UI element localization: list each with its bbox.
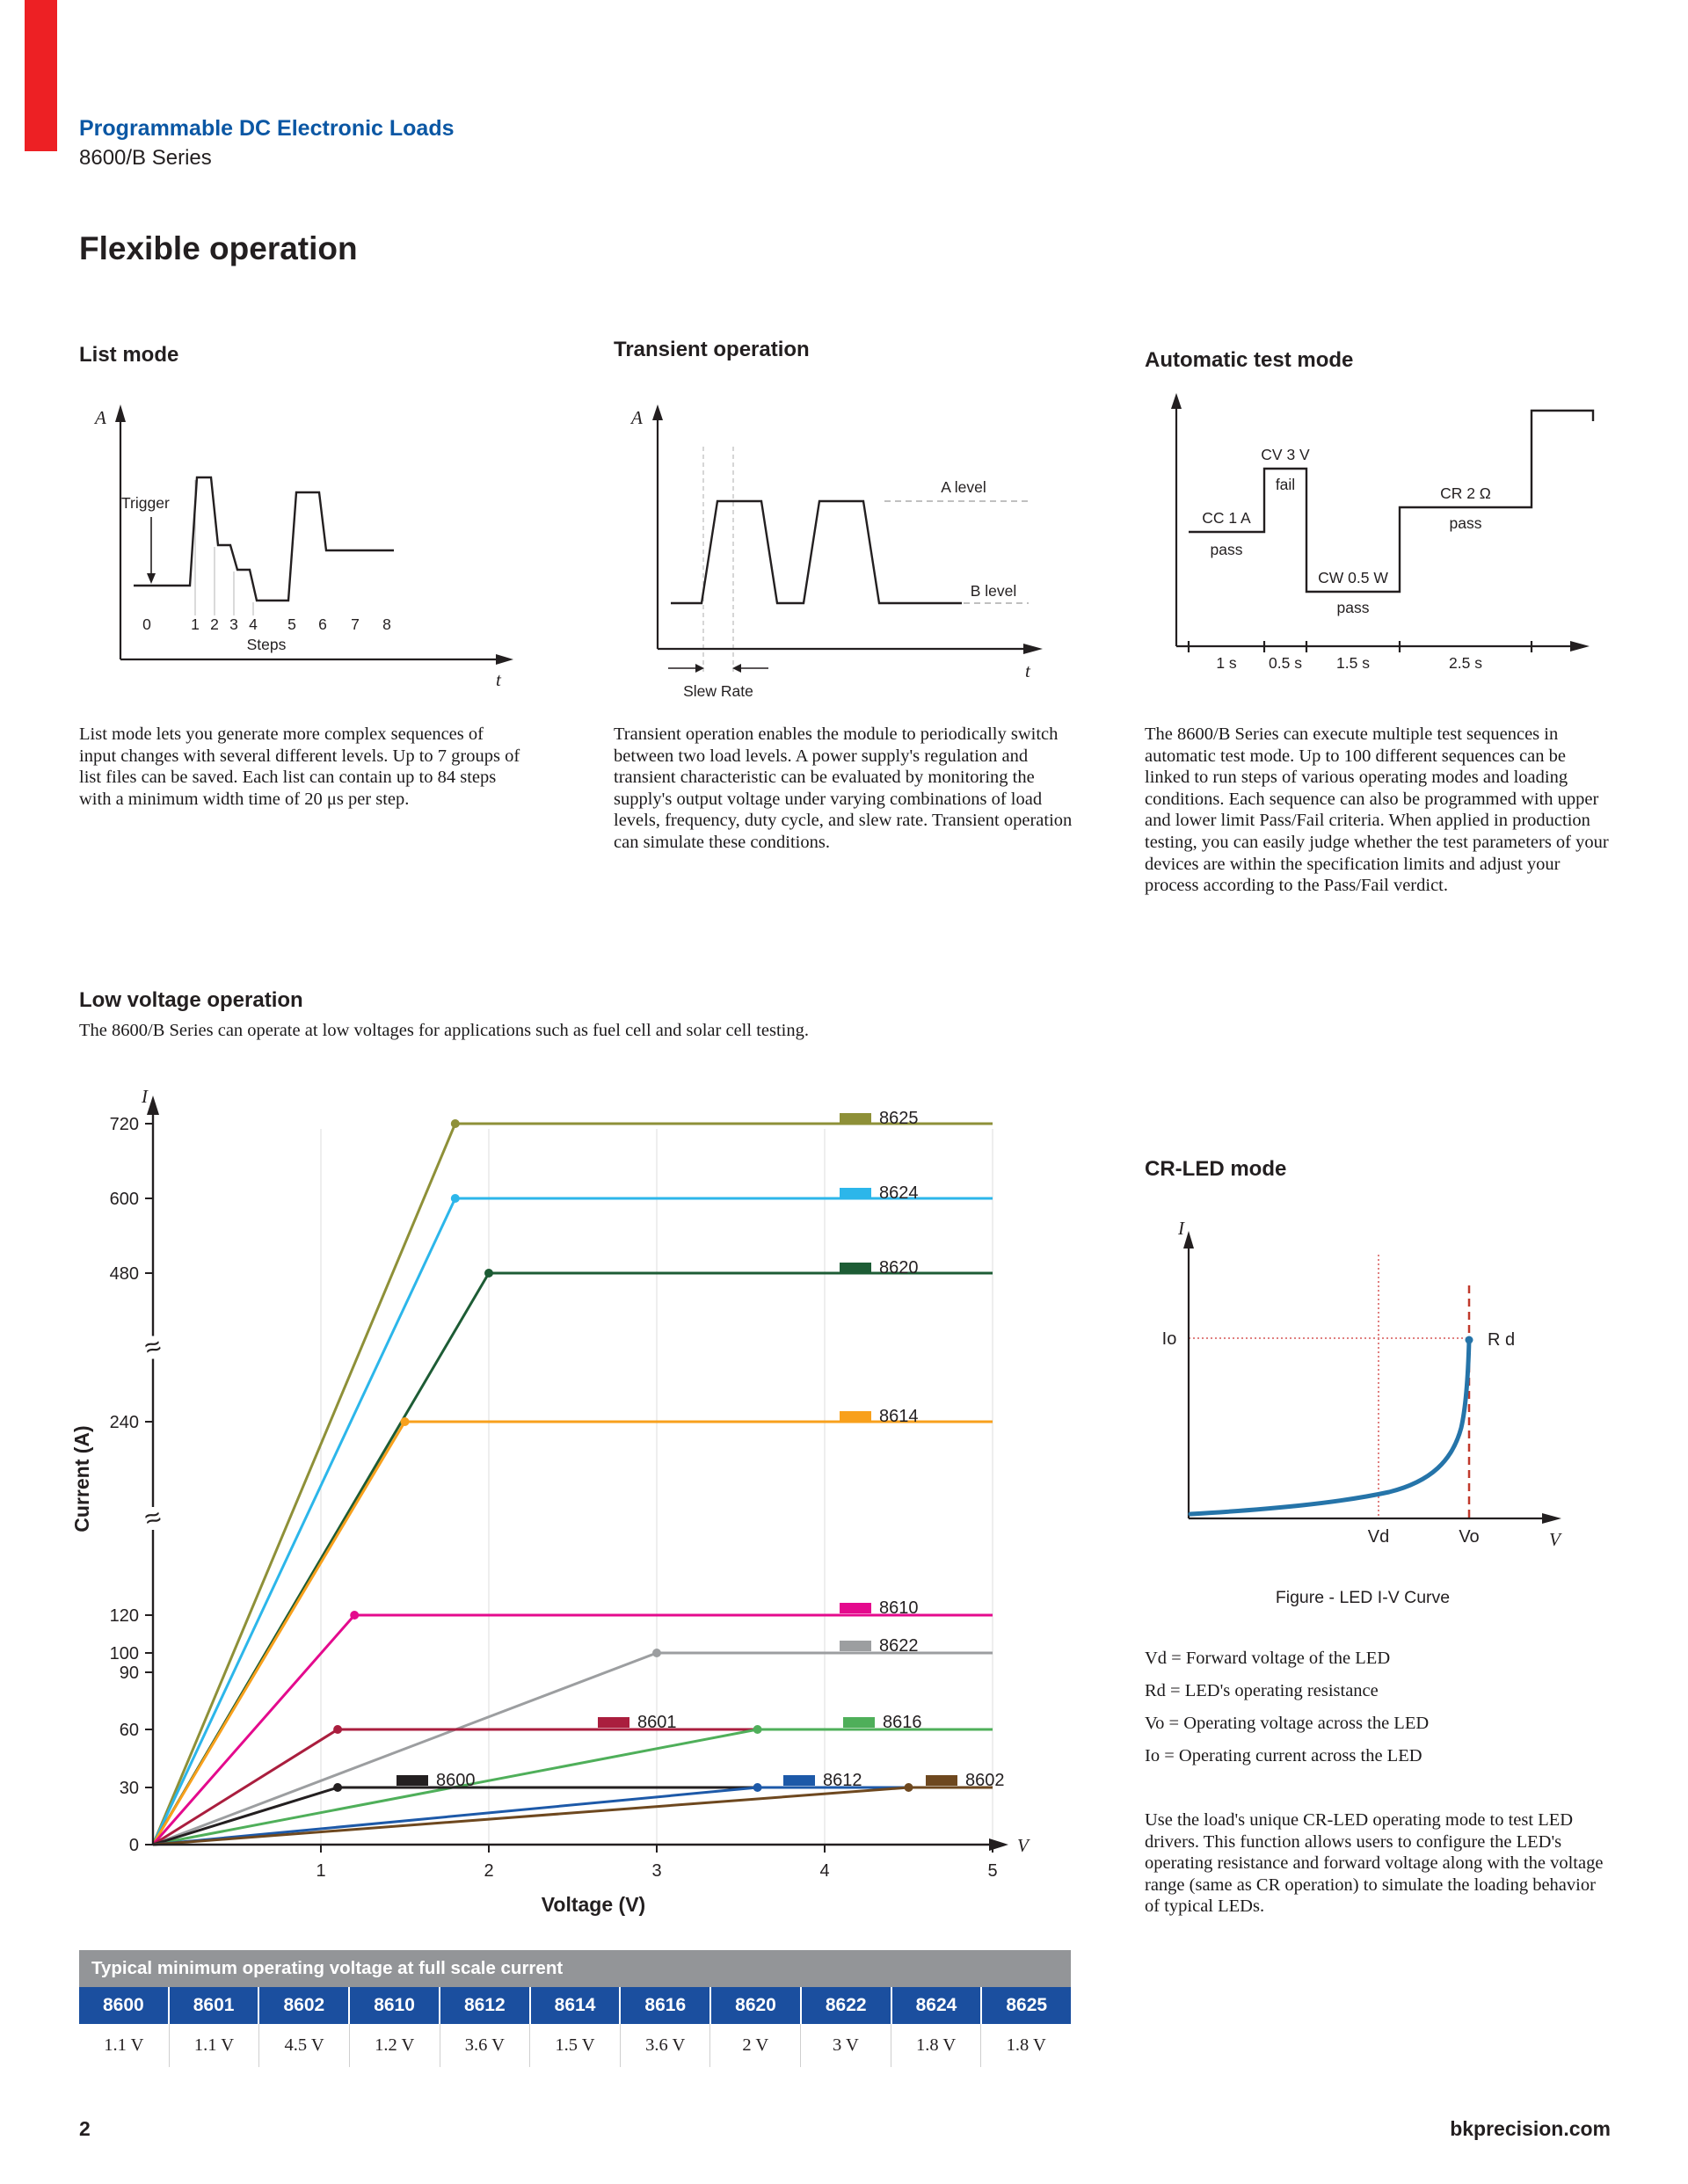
- chart-x-axis-title: Voltage (V): [541, 1893, 646, 1916]
- legend-swatch-8622: [840, 1641, 871, 1651]
- auto-test-body: The 8600/B Series can execute multiple test sequences in automatic test mode. Up to 100 different sequences can be linked to run steps of various operating modes and loading conditions. Each sequence can also be programmed with upper and lower limit Pass/Fail criteria. When applied in production testing, you can easily judge whether the test parameters of your devices are within the specification limits and adjust your process according to the Pass/Fail verdict.: [1145, 724, 1609, 896]
- table-value-cell: 2 V: [710, 2024, 801, 2067]
- legend-label-8622: 8622: [879, 1636, 919, 1656]
- series-line-8620: [153, 1273, 993, 1845]
- legend-label-8602: 8602: [965, 1771, 1005, 1790]
- trigger-label: Trigger: [121, 494, 170, 512]
- led-x-axis-arrow: [1542, 1513, 1561, 1524]
- heading-list-mode: List mode: [79, 343, 179, 367]
- heading-transient: Transient operation: [614, 338, 810, 361]
- table-value-cell: 1.5 V: [530, 2024, 621, 2067]
- step-tick-6: 6: [318, 615, 327, 633]
- chart-x-tick-label: 1: [316, 1861, 326, 1881]
- series-knee-dot-8601: [333, 1725, 342, 1734]
- legend-label-8600: 8600: [436, 1771, 476, 1790]
- legend-swatch-8612: [783, 1775, 815, 1786]
- transient-x-axis-arrow: [1023, 644, 1043, 654]
- table-model-row: [79, 1987, 1071, 2024]
- transient-y-axis-letter: A: [631, 407, 643, 428]
- chart-y-axis-end-letter: I: [142, 1086, 148, 1107]
- steps-label: Steps: [246, 636, 287, 653]
- transient-waveform: [671, 501, 962, 603]
- auto-y-axis-arrow: [1171, 393, 1182, 409]
- chart-y-tick-label: 100: [109, 1644, 139, 1663]
- table-model-cell: 8616: [621, 1987, 711, 2024]
- chart-y-tick-label: 60: [119, 1721, 139, 1740]
- chart-x-tick-label: 2: [484, 1861, 494, 1881]
- chart-y-tick-label: 480: [109, 1264, 139, 1284]
- led-y-axis-arrow: [1183, 1231, 1194, 1249]
- list-x-axis-letter: t: [496, 669, 501, 690]
- brand-header: [79, 116, 455, 171]
- a-level-label: A level: [941, 478, 986, 496]
- segment-3-duration-label: 1.5 s: [1336, 654, 1370, 672]
- heading-low-voltage: Low voltage operation: [79, 988, 303, 1012]
- segment-2-duration-label: 0.5 s: [1269, 654, 1302, 672]
- list-y-axis-letter: A: [95, 407, 106, 428]
- table-model-cell: 8624: [892, 1987, 983, 2024]
- legend-swatch-8616: [843, 1717, 875, 1728]
- table-value-cell: 4.5 V: [259, 2024, 350, 2067]
- low-voltage-body: The 8600/B Series can operate at low voltages for applications such as fuel cell and solar cell testing.: [79, 1021, 809, 1040]
- legend-swatch-8610: [840, 1603, 871, 1613]
- series-line-8614: [153, 1422, 993, 1845]
- chart-y-tick-label: 30: [119, 1779, 139, 1798]
- segment-1-duration-label: 1 s: [1216, 654, 1237, 672]
- table-value-cell: 3.6 V: [621, 2024, 711, 2067]
- led-x-axis-letter: V: [1549, 1529, 1561, 1550]
- legend-swatch-8625: [840, 1113, 871, 1124]
- table-value-cell: 3.6 V: [440, 2024, 531, 2067]
- table-model-cell: 8612: [440, 1987, 531, 2024]
- series-knee-dot-8622: [652, 1649, 661, 1657]
- legend-swatch-8614: [840, 1411, 871, 1422]
- chart-y-tick-label: 90: [119, 1663, 139, 1683]
- led-definition-line: Rd = LED's operating resistance: [1145, 1681, 1379, 1700]
- chart-x-tick-label: 3: [651, 1861, 662, 1881]
- legend-swatch-8624: [840, 1188, 871, 1198]
- table-model-cell: 8600: [79, 1987, 170, 2024]
- series-knee-dot-8616: [753, 1725, 762, 1734]
- legend-label-8614: 8614: [879, 1407, 919, 1426]
- heading-cr-led: CR-LED mode: [1145, 1157, 1287, 1181]
- chart-y-tick-label: 240: [109, 1413, 139, 1432]
- chart-x-axis-end-letter: V: [1017, 1835, 1029, 1856]
- legend-label-8610: 8610: [879, 1598, 919, 1618]
- series-line-8622: [153, 1653, 993, 1845]
- transient-x-axis-letter: t: [1025, 660, 1030, 681]
- auto-test-diagram: [1143, 391, 1600, 686]
- chart-y-tick-label: 120: [109, 1606, 139, 1626]
- table-value-row: [79, 2024, 1071, 2067]
- brand-product-line: Programmable DC Electronic Loads: [79, 116, 455, 141]
- segment-1-mode-label: CC 1 A: [1202, 509, 1251, 527]
- led-y-axis-letter: I: [1178, 1218, 1184, 1239]
- step-tick-3: 3: [229, 615, 238, 633]
- step-tick-8: 8: [382, 615, 391, 633]
- segment-3-verdict-label: pass: [1336, 599, 1370, 616]
- legend-label-8624: 8624: [879, 1183, 919, 1203]
- chart-y-axis-title: Current (A): [70, 1425, 93, 1532]
- legend-label-8612: 8612: [823, 1771, 862, 1790]
- led-definition-line: Vo = Operating voltage across the LED: [1145, 1714, 1430, 1733]
- series-line-8624: [153, 1198, 993, 1845]
- transient-body: Transient operation enables the module to periodically switch between two load levels. A power supply's regulation and transient characteristic can be evaluated by monitoring the supply's output voltage under varying combinations of load levels, frequency, duty cycle, and slew rate. Transient operation can simulate these conditions.: [614, 724, 1073, 852]
- led-operating-point: [1466, 1336, 1473, 1344]
- table-value-cell: 1.8 V: [1006, 2035, 1046, 2055]
- slew-rate-label: Slew Rate: [683, 682, 753, 700]
- table-model-cell: 8625: [1006, 1995, 1048, 2015]
- cr-led-body: Use the load's unique CR-LED operating mode to test LED drivers. This function allows users to configure the LED's operating resistance and forward voltage along with the voltage range (same as CR operation) to simulate the loading behavior of typical LEDs.: [1145, 1810, 1604, 1917]
- chart-y-tick-label: 720: [109, 1115, 139, 1134]
- segment-1-verdict-label: pass: [1210, 541, 1243, 558]
- red-corner-accent: [25, 0, 57, 151]
- table-title: Typical minimum operating voltage at full scale current: [79, 1950, 1071, 1987]
- chart-x-tick-label: 5: [987, 1861, 998, 1881]
- step-tick-0: 0: [142, 615, 151, 633]
- series-knee-dot-8610: [350, 1611, 359, 1620]
- trigger-arrow-head: [147, 573, 156, 584]
- series-knee-dot-8624: [451, 1194, 460, 1203]
- table-model-cell: 8610: [350, 1987, 440, 2024]
- list-mode-diagram: [81, 394, 520, 697]
- table-model-cell: 8614: [531, 1987, 622, 2024]
- led-definition-line: Io = Operating current across the LED: [1145, 1746, 1422, 1765]
- chart-y-tick-label: 600: [109, 1190, 139, 1209]
- chart-y-axis-arrow: [147, 1096, 159, 1115]
- series-knee-dot-8625: [451, 1119, 460, 1128]
- table-value-cell: 1.1 V: [170, 2024, 260, 2067]
- led-definitions: [1145, 1642, 1429, 1773]
- footer-website-link[interactable]: bkprecision.com: [1450, 2117, 1611, 2140]
- series-knee-dot-8612: [753, 1783, 762, 1792]
- led-iv-curve: [1190, 1340, 1469, 1514]
- vd-label: Vd: [1367, 1527, 1390, 1547]
- chart-x-tick-label: 4: [819, 1861, 830, 1881]
- list-x-axis-arrow: [496, 654, 513, 665]
- table-value-cell: 1.2 V: [350, 2024, 440, 2067]
- legend-label-8620: 8620: [879, 1258, 919, 1278]
- b-level-label: B level: [970, 582, 1017, 600]
- segment-4-duration-label: 2.5 s: [1449, 654, 1482, 672]
- table-value-cell: 3 V: [801, 2024, 891, 2067]
- list-y-axis-arrow: [115, 404, 126, 422]
- led-iv-figure: [1152, 1206, 1574, 1576]
- page-title: Flexible operation: [79, 230, 358, 266]
- low-voltage-chart: [66, 1074, 1068, 1940]
- legend-label-8616: 8616: [883, 1713, 922, 1732]
- axis-break-mark: ≈: [141, 1329, 165, 1365]
- series-knee-dot-8600: [333, 1783, 342, 1792]
- segment-4-mode-label: CR 2 Ω: [1440, 484, 1491, 502]
- min-voltage-table: [79, 1950, 1071, 2067]
- table-model-cell: 8602: [259, 1987, 350, 2024]
- step-tick-4: 4: [249, 615, 258, 633]
- axis-break-mark: ≈: [141, 1500, 165, 1535]
- segment-2-verdict-label: fail: [1275, 476, 1296, 493]
- rd-label: R d: [1488, 1330, 1516, 1350]
- auto-time-axis-arrow: [1570, 641, 1590, 652]
- table-model-cell: 8622: [802, 1987, 892, 2024]
- series-knee-dot-8620: [484, 1269, 493, 1278]
- segment-4-verdict-label: pass: [1449, 514, 1482, 532]
- table-value-cell: 1.8 V: [891, 2024, 982, 2067]
- footer-page-number: 2: [79, 2117, 91, 2140]
- series-knee-dot-8602: [905, 1783, 913, 1792]
- auto-test-sequence-trace: [1189, 411, 1593, 592]
- step-tick-1: 1: [191, 615, 200, 633]
- transient-diagram: [614, 394, 1058, 702]
- legend-swatch-8601: [598, 1717, 629, 1728]
- series-line-8625: [153, 1124, 993, 1845]
- heading-auto-test: Automatic test mode: [1145, 348, 1354, 372]
- transient-y-axis-arrow: [652, 404, 663, 420]
- list-mode-body: List mode lets you generate more complex sequences of input changes with several different levels. Up to 7 groups of list files can be saved. Each list can contain up to 84 steps with a minimum width time of 20 μs per step.: [79, 724, 520, 809]
- io-label: Io: [1161, 1329, 1177, 1349]
- table-value-cell: 1.1 V: [79, 2024, 170, 2067]
- legend-swatch-8620: [840, 1263, 871, 1273]
- led-figure-caption: Figure - LED I-V Curve: [1275, 1588, 1451, 1607]
- step-tick-5: 5: [287, 615, 296, 633]
- led-definition-line: Vd = Forward voltage of the LED: [1145, 1649, 1391, 1668]
- segment-2-mode-label: CV 3 V: [1261, 446, 1310, 463]
- series-knee-dot-8614: [401, 1417, 410, 1426]
- segment-3-mode-label: CW 0.5 W: [1318, 569, 1388, 586]
- legend-label-8625: 8625: [879, 1109, 919, 1128]
- chart-y-tick-label: 0: [128, 1836, 139, 1855]
- table-model-cell: 8601: [170, 1987, 260, 2024]
- vo-label: Vo: [1459, 1527, 1480, 1547]
- step-tick-7: 7: [351, 615, 360, 633]
- list-waveform: [134, 477, 394, 601]
- legend-swatch-8600: [397, 1775, 428, 1786]
- legend-label-8601: 8601: [637, 1713, 677, 1732]
- brand-series: 8600/B Series: [79, 146, 212, 170]
- table-model-cell: 8620: [711, 1987, 802, 2024]
- step-tick-2: 2: [210, 615, 219, 633]
- legend-swatch-8602: [926, 1775, 957, 1786]
